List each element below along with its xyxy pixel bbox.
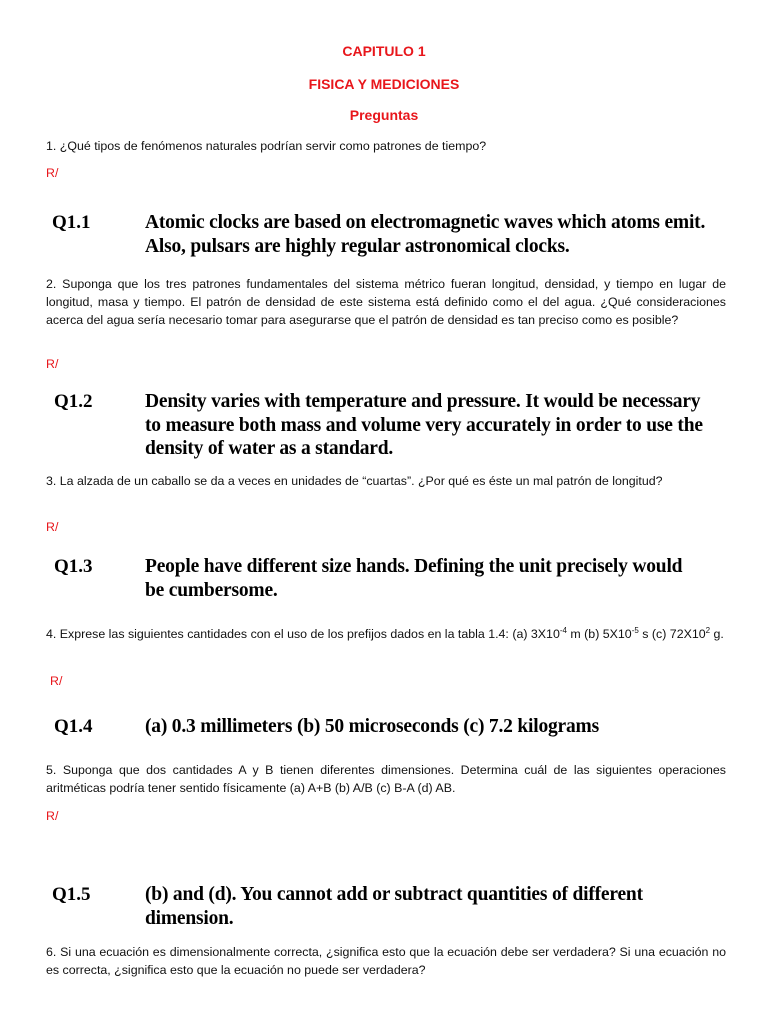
answer-text-3: People have different size hands. Defining the unit precisely would be cumbersome. — [145, 556, 683, 601]
question-4-exp-b: -5 — [631, 625, 639, 635]
answer-marker-2: R/ — [46, 357, 59, 371]
answer-marker-4: R/ — [50, 674, 63, 688]
question-4-part-a: 4. Exprese las siguientes cantidades con el uso de los prefijos dados en la tabla 1.4: (a) 3X10 — [46, 627, 560, 641]
section-title: Preguntas — [349, 107, 419, 123]
question-5: 5. Suponga que dos cantidades A y B tienen diferentes dimensiones. Determina cuál de las siguientes operaciones aritméticas podría tener sentido físicamente (a) A+B (b) A/B (c) B-A (d) AB. — [46, 763, 726, 796]
answer-label-2: Q1.2 — [54, 391, 93, 412]
question-4 — [46, 625, 726, 643]
answer-text-4: (a) 0.3 millimeters (b) 50 microseconds (c) 7.2 kilograms — [145, 716, 599, 737]
question-4-part-b: m (b) 5X10 — [566, 627, 632, 641]
chapter-title: CAPITULO 1 — [342, 43, 426, 59]
answer-marker-1: R/ — [46, 166, 59, 180]
question-4-part-d: g. — [710, 627, 724, 641]
answer-label-3: Q1.3 — [54, 556, 93, 577]
answer-label-5: Q1.5 — [52, 884, 91, 905]
question-2: 2. Suponga que los tres patrones fundamentales del sistema métrico fueran longitud, densidad, y tiempo en lugar de longitud, masa y tiempo. El patrón de densidad de este sistema está definido como el del agua. ¿Qué consideraciones acerca del agua sería necesario tomar para asegurarse que el patrón de densidad es tan preciso como es posible? — [46, 277, 726, 328]
subject-title: FISICA Y MEDICIONES — [308, 76, 460, 92]
answer-marker-3: R/ — [46, 520, 59, 534]
question-4-exp-a: -4 — [559, 625, 567, 635]
question-4-part-c: s (c) 72X10 — [638, 627, 706, 641]
answer-label-4: Q1.4 — [54, 716, 93, 737]
answer-label-1: Q1.1 — [52, 212, 91, 233]
question-6: 6. Si una ecuación es dimensionalmente correcta, ¿significa esto que la ecuación debe ser verdadera? Si una ecuación no es correcta, ¿significa esto que la ecuación no puede ser verdadera? — [46, 945, 726, 978]
question-3: 3. La alzada de un caballo se da a veces en unidades de “cuartas”. ¿Por qué es éste un mal patrón de longitud? — [46, 474, 663, 488]
answer-marker-5: R/ — [46, 809, 59, 823]
answer-text-1: Atomic clocks are based on electromagnetic waves which atoms emit. Also, pulsars are highly regular astronomical clocks. — [145, 212, 706, 257]
answer-text-2: Density varies with temperature and pressure. It would be necessary to measure both mass and volume very accurately in order to use the density of water as a standard. — [145, 391, 703, 459]
answer-text-5: (b) and (d). You cannot add or subtract quantities of different dimension. — [145, 884, 643, 929]
question-1: 1. ¿Qué tipos de fenómenos naturales podrían servir como patrones de tiempo? — [46, 139, 487, 153]
question-4-exp-c: 2 — [705, 625, 711, 635]
